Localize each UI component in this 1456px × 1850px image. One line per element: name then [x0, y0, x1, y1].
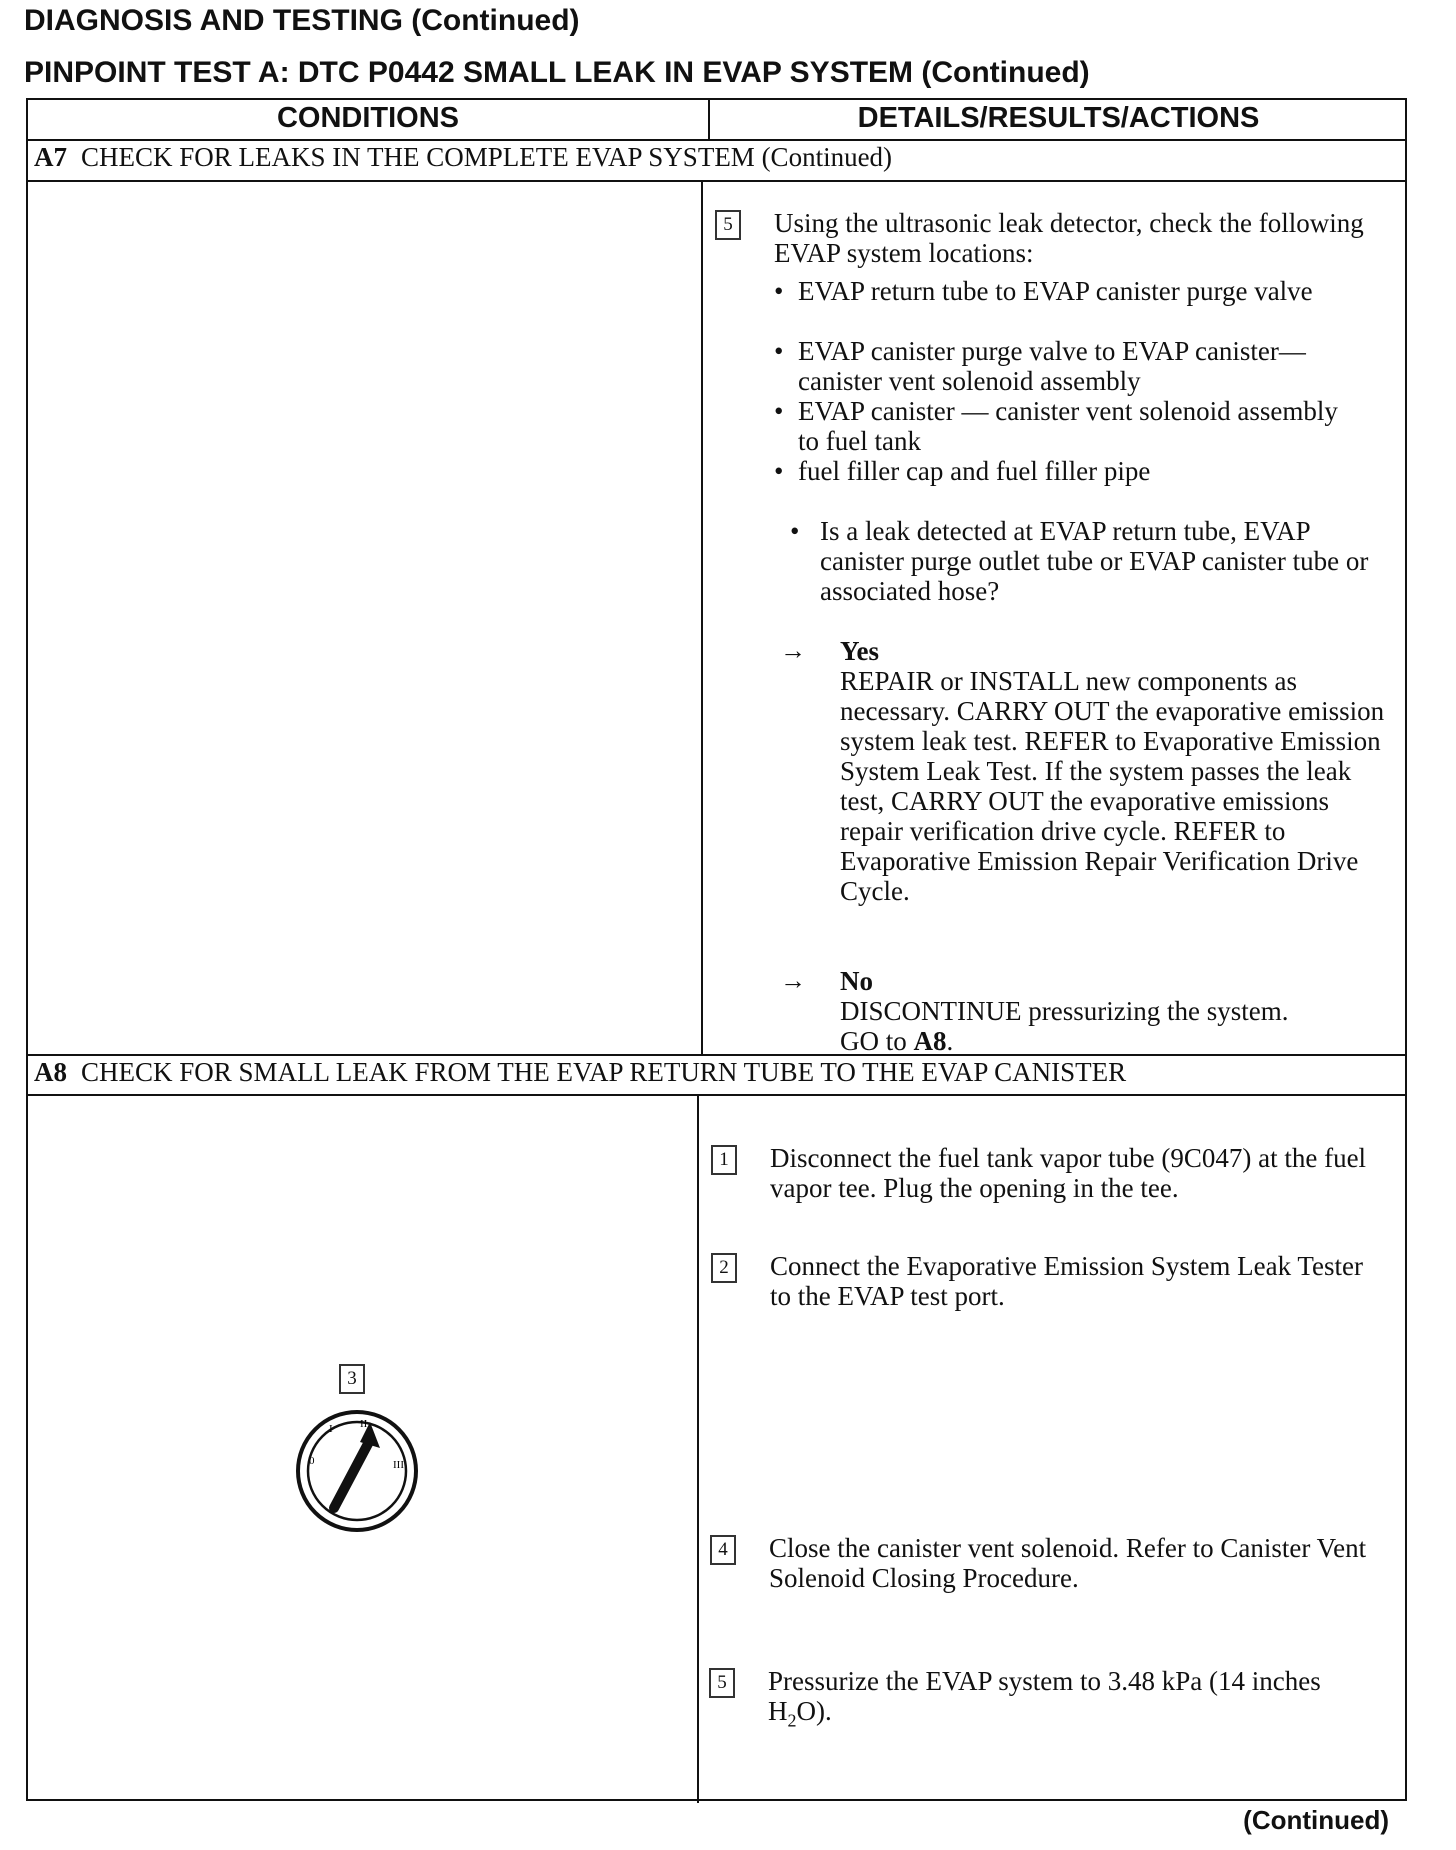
ignition-mark: II: [360, 1418, 368, 1430]
arrow-right-icon: →: [780, 966, 806, 995]
page-header: DIAGNOSIS AND TESTING (Continued): [24, 4, 580, 37]
step-number-box: 2: [711, 1253, 737, 1283]
question-text: Is a leak detected at EVAP return tube, EVAP canister purge outlet tube or EVAP canister tube or associated hose?: [820, 516, 1369, 606]
step-number-box: 5: [709, 1668, 735, 1698]
column-divider: [701, 180, 703, 1056]
arrow-right-icon: →: [780, 636, 806, 665]
goto-prefix: GO to: [840, 1026, 914, 1056]
step-number-box: 4: [710, 1535, 736, 1565]
bullet-icon: •: [774, 336, 784, 366]
step5-subscript: 2: [787, 1710, 797, 1731]
step5-text-end: O).: [796, 1696, 832, 1726]
column-divider: [697, 1094, 699, 1803]
figure-step-box: 3: [339, 1364, 365, 1394]
list-item-text: EVAP canister purge valve to EVAP canister— canister vent solenoid assembly: [798, 336, 1306, 396]
step-text: Using the ultrasonic leak detector, check the following EVAP system locations:: [774, 208, 1364, 268]
question: [790, 516, 1380, 606]
ignition-mark: I: [329, 1423, 333, 1435]
list-item: [774, 276, 1358, 306]
no-label: No: [840, 966, 873, 996]
ignition-switch-figure: [292, 1406, 422, 1536]
pinpoint-test-table: [26, 98, 1407, 1801]
list-item: [774, 336, 1358, 396]
goto-link[interactable]: A8: [913, 1026, 947, 1056]
step-text: Close the canister vent solenoid. Refer to Canister Vent Solenoid Closing Procedure.: [769, 1533, 1367, 1593]
details-header: DETAILS/RESULTS/ACTIONS: [857, 102, 1260, 134]
column-divider: [708, 100, 710, 141]
divider: [28, 180, 1405, 182]
bullet-icon: •: [774, 396, 784, 426]
step-title: CHECK FOR SMALL LEAK FROM THE EVAP RETURN TUBE TO THE EVAP CANISTER: [81, 1057, 1127, 1087]
divider: [28, 139, 1405, 141]
step-number-box: 5: [715, 210, 741, 240]
list-item-text: EVAP canister — canister vent solenoid assembly to fuel tank: [798, 396, 1338, 456]
list-item-text: fuel filler cap and fuel filler pipe: [798, 456, 1151, 486]
continued-footer: (Continued): [1243, 1805, 1389, 1835]
step-text: [768, 1666, 1368, 1735]
bullet-icon: •: [774, 456, 784, 486]
step-title: CHECK FOR LEAKS IN THE COMPLETE EVAP SYSTEM (Continued): [81, 142, 893, 172]
list-item: [774, 396, 1358, 456]
ignition-mark: 0: [309, 1455, 315, 1467]
goto-suffix: .: [946, 1026, 954, 1056]
step5-text-start: Pressurize the EVAP system to 3.48 kPa (14 inches H: [768, 1666, 1321, 1726]
conditions-header: CONDITIONS: [276, 102, 460, 134]
yes-action: REPAIR or INSTALL new components as necessary. CARRY OUT the evaporative emission system leak test. REFER to Evaporative Emission System Leak Test. If the system passes the leak test, CARRY OUT the evaporative emissions repair verification drive cycle. REFER to Evaporative Emission Repair Verification Drive Cycle.: [840, 666, 1385, 906]
step-text: Connect the Evaporative Emission System Leak Tester to the EVAP test port.: [770, 1251, 1363, 1311]
bullet-icon: •: [790, 516, 800, 546]
step-a8-heading: [34, 1057, 1126, 1088]
step-id: A7: [34, 142, 67, 172]
no-action: [840, 996, 1395, 1056]
step-id: A8: [34, 1057, 67, 1087]
step-number-box: 1: [711, 1145, 737, 1175]
bullet-icon: •: [774, 276, 784, 306]
yes-label: Yes: [840, 636, 879, 666]
divider: [28, 1094, 1405, 1096]
ignition-mark: III: [393, 1459, 404, 1471]
step-text: Disconnect the fuel tank vapor tube (9C047) at the fuel vapor tee. Plug the opening in the tee.: [770, 1143, 1367, 1203]
list-item-text: EVAP return tube to EVAP canister purge valve: [798, 276, 1313, 306]
pinpoint-test-title: PINPOINT TEST A: DTC P0442 SMALL LEAK IN EVAP SYSTEM (Continued): [24, 56, 1090, 89]
list-item: [774, 456, 1358, 486]
step-a7-heading: [34, 142, 892, 173]
no-action-text: DISCONTINUE pressurizing the system.: [840, 996, 1289, 1026]
